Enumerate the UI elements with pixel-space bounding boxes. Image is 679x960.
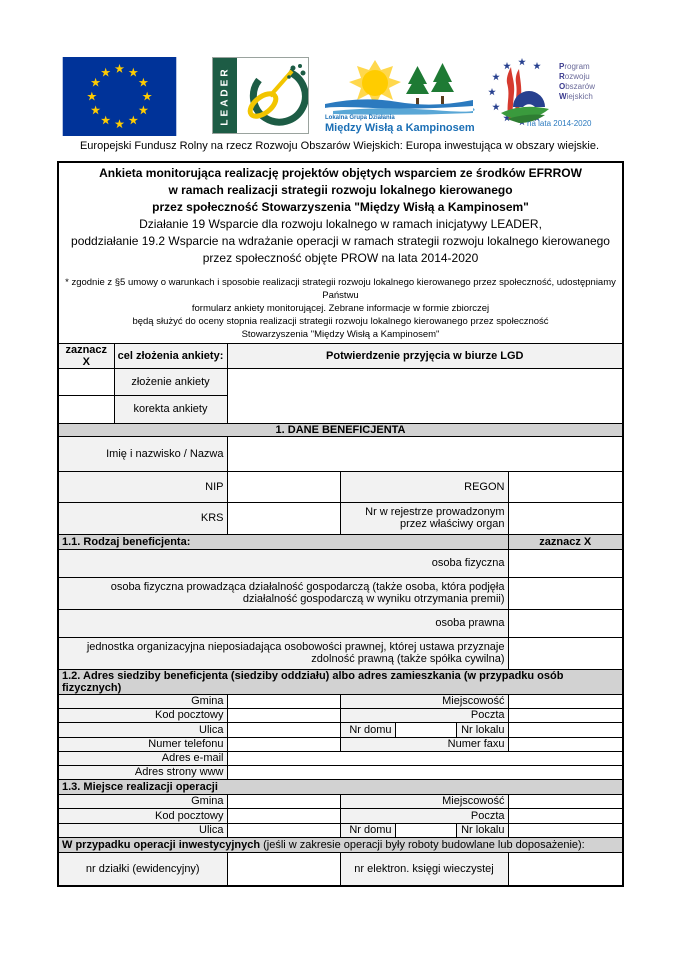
purpose-mark-header: zaznacz X xyxy=(58,343,114,368)
input-mark-osoba-prawna[interactable] xyxy=(508,609,623,637)
input-s13-gmina[interactable] xyxy=(227,794,340,808)
kod-pocztowy-label: Kod pocztowy xyxy=(58,708,227,722)
input-s12-nr-lokalu[interactable] xyxy=(508,722,623,737)
input-ksiega-wieczysta[interactable] xyxy=(508,852,623,886)
title-line: przez społeczność Stowarzyszenia "Między Wisłą a Kampinosem" xyxy=(152,199,529,214)
input-s13-miejscowosc[interactable] xyxy=(508,794,623,808)
leader-art xyxy=(237,58,308,133)
input-s12-ulica[interactable] xyxy=(227,722,340,737)
input-mark-jednostka-organizacyjna[interactable] xyxy=(508,637,623,669)
input-s12-telefon[interactable] xyxy=(227,737,340,751)
prow-logo xyxy=(487,57,624,139)
beneficiary-type-label: jednostka organizacyjna nieposiadająca osobowości prawnej, której ustawa przyznaje zdolność prawną (także spółka cywilna) xyxy=(58,637,508,669)
waves-icon xyxy=(325,99,475,114)
poczta-label: Poczta xyxy=(340,708,508,722)
leader-label: LEADER xyxy=(219,65,231,126)
lgd-mwak-title: Między Wisłą a Kampinosem xyxy=(325,122,475,134)
miejscowosc-label: Miejscowość xyxy=(340,794,508,808)
input-s12-miejscowosc[interactable] xyxy=(508,694,623,708)
input-s12-www[interactable] xyxy=(227,765,623,779)
section-1-header: 1. DANE BENEFICJENTA xyxy=(58,423,623,436)
purpose-option-label: korekta ankiety xyxy=(114,395,227,423)
beneficiary-type-label: osoba prawna xyxy=(58,609,508,637)
input-s12-gmina[interactable] xyxy=(227,694,340,708)
purpose-goal-header: cel złożenia ankiety: xyxy=(114,343,227,368)
input-nr-dzialki[interactable] xyxy=(227,852,340,886)
nip-label: NIP xyxy=(58,471,227,502)
footnote: * zgodnie z §5 umowy o warunkach i sposobie realizacji strategii rozwoju lokalnego kierowanego przez społeczność, udostępniamy Państwu formularz ankiety monitorującej. Zebrane informacje w formie zbiorczej będą służyć do oceny stopnia realizacji strategii rozwoju lokalnego kierowanego przez społeczność Stowarzyszenia "Między Wisłą a Kampinosem" xyxy=(65,276,616,340)
input-s13-poczta[interactable] xyxy=(508,808,623,823)
ulica-label: Ulica xyxy=(58,823,227,837)
nr-lokalu-label: Nr lokalu xyxy=(456,823,508,837)
nr-domu-label: Nr domu xyxy=(340,823,395,837)
input-s13-nr-lokalu[interactable] xyxy=(508,823,623,837)
input-mark-osoba-fizyczna[interactable] xyxy=(508,549,623,577)
title-line: poddziałanie 19.2 Wsparcie na wdrażanie operacji w ramach strategii rozwoju lokalnego kierowanego przez społeczność objęte PROW na lata 2014-2020 xyxy=(71,233,610,265)
beneficiary-type-label: osoba fizyczna prowadząca działalność gospodarczą (także osoba, która podjęła działalność gospodarczą w wyniku otrzymania premii) xyxy=(58,577,508,609)
title-line: Działanie 19 Wsparcie dla rozwoju lokalnego w ramach inicjatywy LEADER, xyxy=(139,216,542,231)
trees-icon xyxy=(406,63,454,106)
input-registry-number[interactable] xyxy=(508,502,623,534)
input-regon[interactable] xyxy=(508,471,623,502)
monitoring-form-table xyxy=(57,161,624,887)
prow-emblem xyxy=(487,57,557,127)
prow-title: Program Rozwoju Obszarów Wiejskich xyxy=(559,62,596,101)
purpose-confirm-header: Potwierdzenie przyjęcia w biurze LGD xyxy=(227,343,623,368)
ulica-label: Ulica xyxy=(58,722,227,737)
investment-header: W przypadku operacji inwestycyjnych (jeśli w zakresie operacji były roboty budowlane lub doposażenie): xyxy=(58,837,623,852)
input-s12-poczta[interactable] xyxy=(508,708,623,722)
www-label: Adres strony www xyxy=(58,765,227,779)
miejscowosc-label: Miejscowość xyxy=(340,694,508,708)
input-s12-nr-domu[interactable] xyxy=(395,722,456,737)
fax-label: Numer faxu xyxy=(340,737,508,751)
input-s13-nr-domu[interactable] xyxy=(395,823,456,837)
leader-band xyxy=(213,58,237,133)
kod-pocztowy-label: Kod pocztowy xyxy=(58,808,227,823)
eu-flag-logo xyxy=(62,57,177,136)
sun-icon xyxy=(349,60,401,106)
section-1-2-header: 1.2. Adres siedziby beneficjenta (siedziby oddziału) albo adres zamieszkania (w przypadku osób fizycznych) xyxy=(58,669,623,694)
section-1-1-mark-header: zaznacz X xyxy=(508,534,623,549)
input-nip[interactable] xyxy=(227,471,340,502)
input-s12-fax[interactable] xyxy=(508,737,623,751)
gmina-label: Gmina xyxy=(58,694,227,708)
ksiega-wieczysta-label: nr elektron. księgi wieczystej xyxy=(340,852,508,886)
krs-label: KRS xyxy=(58,502,227,534)
leader-logo xyxy=(212,57,309,134)
lgd-mwak-subtitle: Lokalna Grupa Działania xyxy=(325,115,395,121)
section-1-3-header: 1.3. Miejsce realizacji operacji xyxy=(58,779,623,794)
funding-line: Europejski Fundusz Rolny na rzecz Rozwoju Obszarów Wiejskich: Europa inwestująca w obszary wiejskie. xyxy=(79,140,600,152)
input-s13-ulica[interactable] xyxy=(227,823,340,837)
lgd-mwak-logo xyxy=(323,58,475,138)
purpose-option-label: złożenie ankiety xyxy=(114,368,227,395)
input-confirmation-lgd[interactable] xyxy=(227,368,623,423)
logo-strip xyxy=(0,0,679,140)
input-mark-zlozenie[interactable] xyxy=(58,368,114,395)
telefon-label: Numer telefonu xyxy=(58,737,227,751)
email-label: Adres e-mail xyxy=(58,751,227,765)
poczta-label: Poczta xyxy=(340,808,508,823)
input-mark-osoba-fizyczna-dzialalnosc[interactable] xyxy=(508,577,623,609)
nr-lokalu-label: Nr lokalu xyxy=(456,722,508,737)
name-label: Imię i nazwisko / Nazwa xyxy=(58,436,227,471)
regon-label: REGON xyxy=(340,471,508,502)
gmina-label: Gmina xyxy=(58,794,227,808)
input-mark-korekta[interactable] xyxy=(58,395,114,423)
input-s12-kod-pocztowy[interactable] xyxy=(227,708,340,722)
input-krs[interactable] xyxy=(227,502,340,534)
registry-label: Nr w rejestrze prowadzonym przez właściwy organ xyxy=(340,502,508,534)
input-s12-email[interactable] xyxy=(227,751,623,765)
title-line: w ramach realizacji strategii rozwoju lokalnego kierowanego xyxy=(168,182,513,197)
nr-dzialki-label: nr działki (ewidencyjny) xyxy=(58,852,227,886)
nr-domu-label: Nr domu xyxy=(340,722,395,737)
title-line: Ankieta monitorująca realizację projektów objętych wsparciem ze środków EFRROW xyxy=(99,165,582,180)
form-title-block xyxy=(58,162,623,343)
section-1-1-header: 1.1. Rodzaj beneficjenta: xyxy=(58,534,508,549)
prow-years: na lata 2014-2020 xyxy=(527,119,592,128)
beneficiary-type-label: osoba fizyczna xyxy=(58,549,508,577)
input-name[interactable] xyxy=(227,436,623,471)
input-s13-kod-pocztowy[interactable] xyxy=(227,808,340,823)
